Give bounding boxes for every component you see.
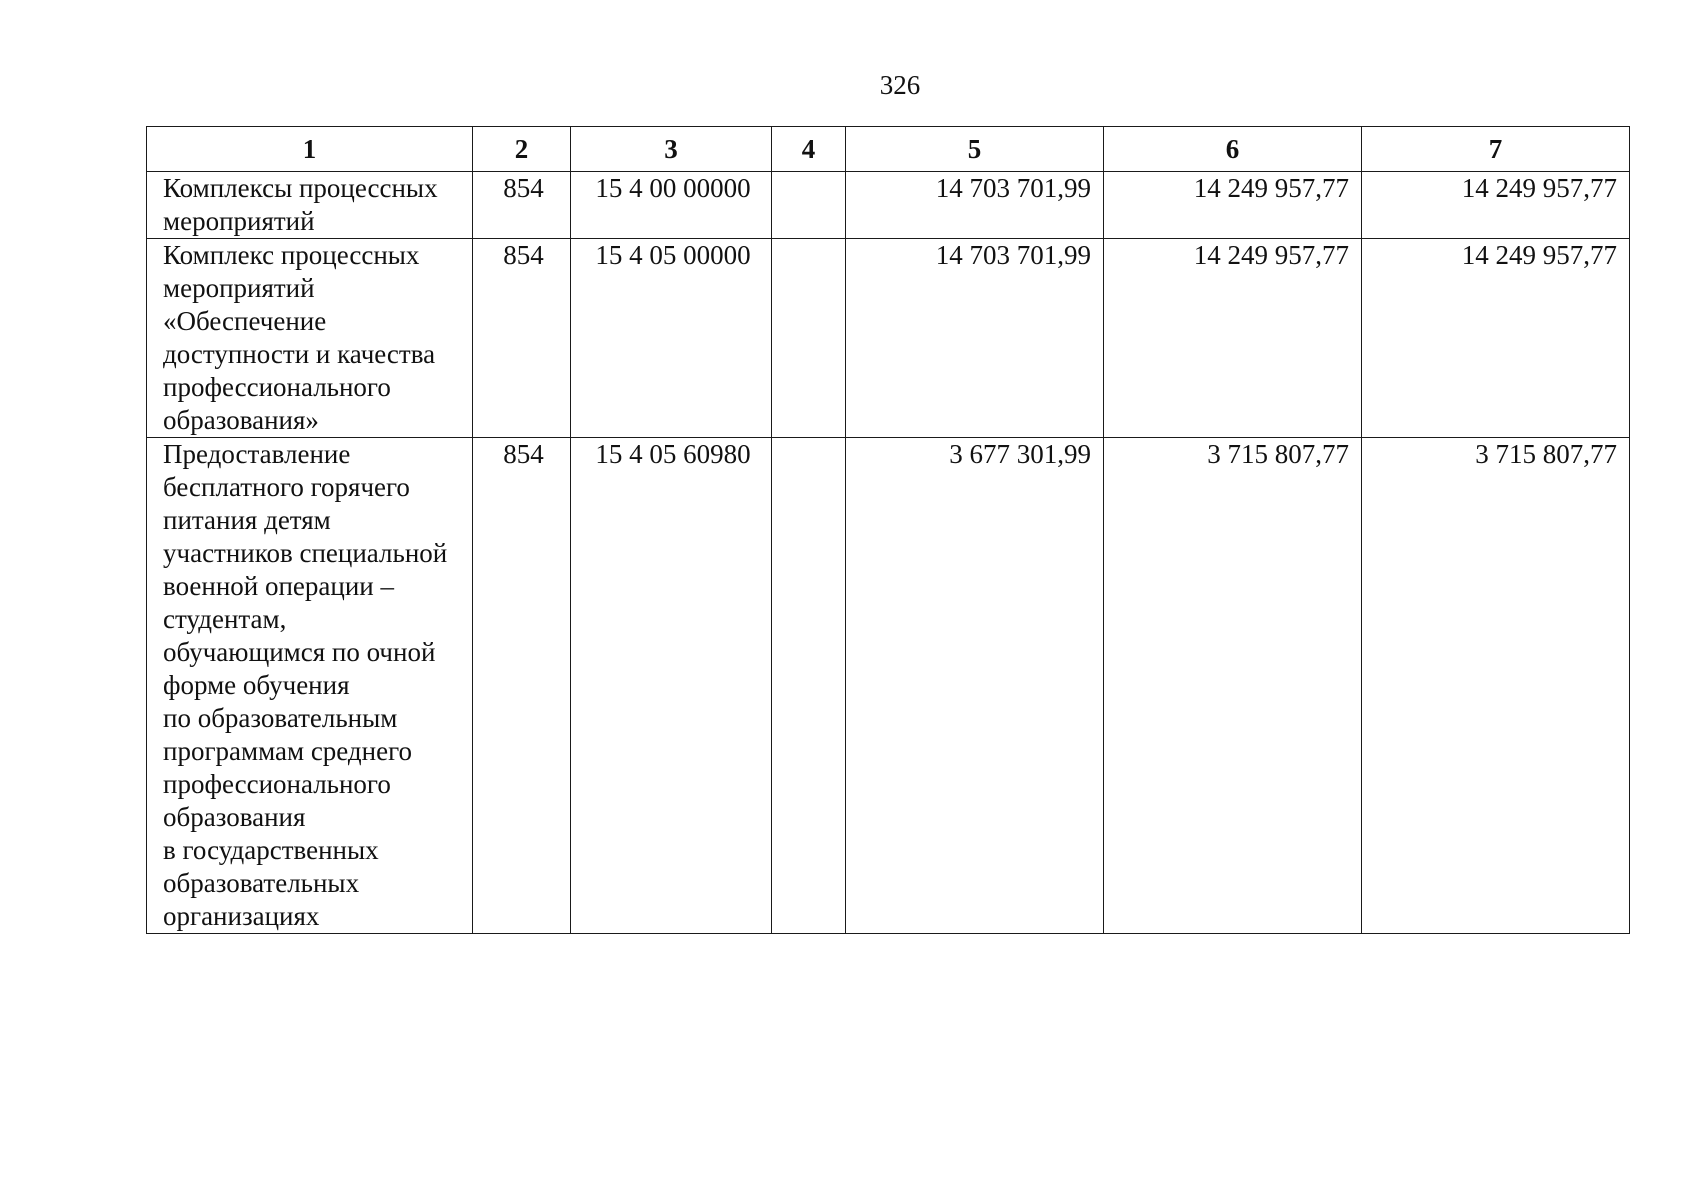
- row-type-cell: [772, 239, 846, 438]
- column-header-2: 2: [473, 127, 571, 172]
- column-header-1: 1: [147, 127, 473, 172]
- column-header-6: 6: [1104, 127, 1362, 172]
- row-type-cell: [772, 438, 846, 934]
- header-row: [147, 127, 1630, 172]
- row-target-cell: 15 4 05 60980: [571, 438, 772, 934]
- row-sum-1-cell: 3 677 301,99: [846, 438, 1104, 934]
- column-header-7: 7: [1362, 127, 1630, 172]
- row-code-cell: 854: [473, 239, 571, 438]
- table-row: [147, 239, 1630, 438]
- row-sum-2-cell: 3 715 807,77: [1104, 438, 1362, 934]
- row-sum-2-cell: 14 249 957,77: [1104, 239, 1362, 438]
- row-sum-3-cell: 14 249 957,77: [1362, 239, 1630, 438]
- row-sum-3-cell: 14 249 957,77: [1362, 172, 1630, 239]
- row-target-cell: 15 4 00 00000: [571, 172, 772, 239]
- row-name-cell: Предоставление бесплатного горячего питания детям участников специальной военной операции – студентам, обучающимся по очной форме обучения по образовательным программам среднего профессионального образования в государственных образовательных организациях: [147, 438, 473, 934]
- page-number: 326: [879, 70, 921, 100]
- row-sum-3-cell: 3 715 807,77: [1362, 438, 1630, 934]
- column-header-4: 4: [772, 127, 846, 172]
- row-target-cell: 15 4 05 00000: [571, 239, 772, 438]
- row-code-cell: 854: [473, 172, 571, 239]
- budget-table: [146, 126, 1630, 934]
- column-header-5: 5: [846, 127, 1104, 172]
- table-body: [147, 172, 1630, 934]
- row-sum-1-cell: 14 703 701,99: [846, 239, 1104, 438]
- row-name-cell: Комплексы процессных мероприятий: [147, 172, 473, 239]
- table-header: [147, 127, 1630, 172]
- row-code-cell: 854: [473, 438, 571, 934]
- row-sum-1-cell: 14 703 701,99: [846, 172, 1104, 239]
- column-header-3: 3: [571, 127, 772, 172]
- table-row: [147, 172, 1630, 239]
- row-type-cell: [772, 172, 846, 239]
- row-sum-2-cell: 14 249 957,77: [1104, 172, 1362, 239]
- row-name-cell: Комплекс процессных мероприятий «Обеспечение доступности и качества профессионального образования»: [147, 239, 473, 438]
- table-row: [147, 438, 1630, 934]
